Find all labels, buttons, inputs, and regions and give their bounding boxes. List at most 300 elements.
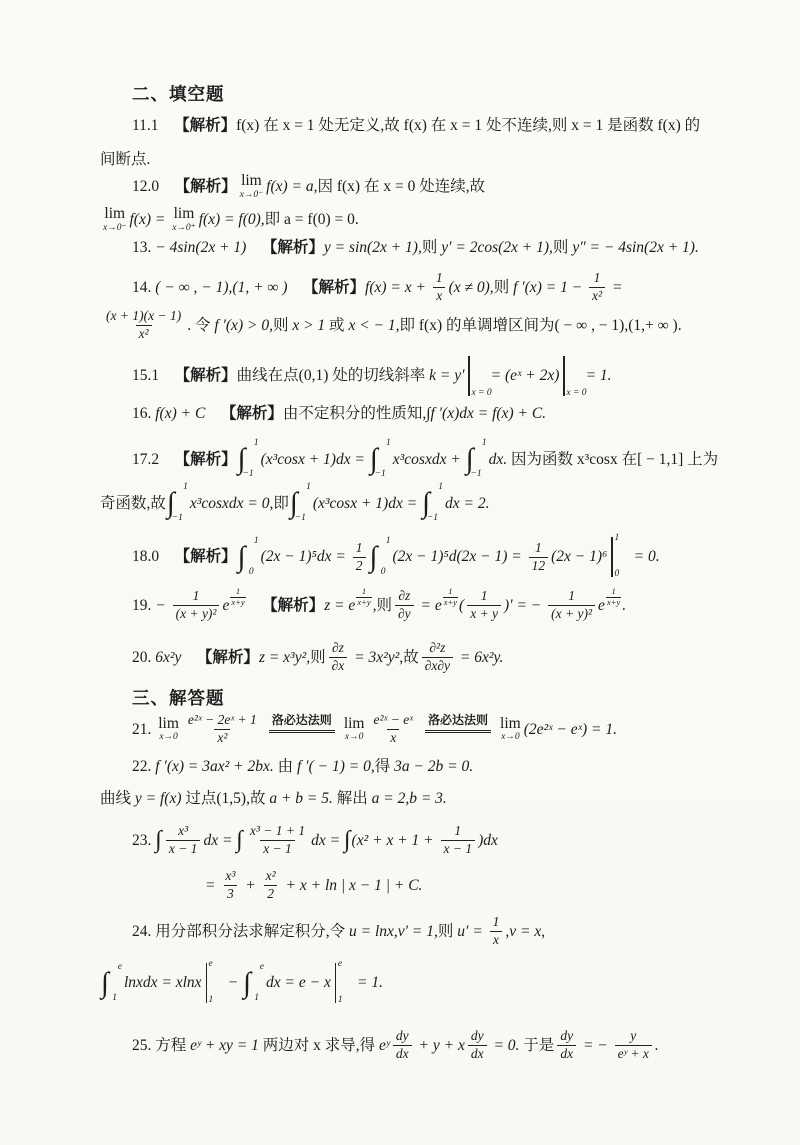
evaluation-bar [611, 533, 620, 580]
math-run: )′ = − [504, 596, 546, 614]
math-run: f(x) + C [155, 405, 206, 422]
lower-limit: 1 [208, 995, 214, 1006]
evaluation-bar [206, 959, 214, 1006]
numerator: 1 [593, 270, 601, 285]
fraction [441, 823, 476, 858]
analysis-label: 【解析】 [220, 405, 283, 422]
integral-glyph: ∫ [101, 966, 109, 999]
fraction [393, 1028, 412, 1063]
fraction [467, 588, 501, 623]
numerator: x³ − 1 + 1 [249, 823, 306, 838]
text-run: 17.2 [132, 450, 175, 468]
text-run: 由不定积分的性质知, [282, 405, 427, 422]
superscript-fraction [606, 587, 621, 608]
solution-line-21 [132, 712, 617, 747]
math-run: y′ = 2cos(2x + 1), [441, 239, 553, 256]
solution-line-22-1 [132, 757, 473, 776]
text-run: 于是 [519, 1036, 555, 1054]
denominator: x² [136, 325, 152, 343]
denominator: (x + y)² [173, 605, 220, 623]
math-run: = − [579, 1036, 612, 1054]
denominator: x+y [606, 596, 621, 607]
math-run: = 1. [581, 367, 612, 385]
denominator: x − 1 [166, 840, 201, 858]
evaluation-bar [468, 356, 492, 399]
fraction [557, 1028, 576, 1063]
fraction [615, 1028, 652, 1063]
math-run: k = y′ [429, 367, 465, 385]
numerator: ∂²z [429, 640, 446, 655]
text-run: 间断点. [100, 151, 151, 168]
evaluation-bar [563, 356, 587, 399]
solution-line-18 [132, 533, 660, 580]
denominator: x [387, 729, 399, 747]
analysis-label: 【解析】 [174, 450, 237, 468]
integral-sign: ∫ [236, 827, 243, 854]
math-run: = (eˣ + 2x) [486, 367, 560, 385]
integral-glyph: ∫ [237, 443, 246, 475]
text-run: 即 [273, 494, 289, 512]
math-run: dx = e − x [266, 974, 331, 992]
solution-line-23-1 [132, 823, 498, 858]
math-run: . [654, 1036, 659, 1054]
math-run: = 6x²y. [456, 648, 504, 666]
math-run: (2e²ˣ − eˣ) = 1. [523, 720, 617, 738]
text-run: 14. [132, 278, 156, 296]
text-run: 则 [437, 922, 458, 940]
math-run: = 3x²y², [350, 648, 404, 666]
numerator: 1 [480, 588, 488, 603]
math-run: u = lnx,v′ = 1, [349, 922, 438, 940]
math-run: ∫f ′(x)dx = f(x) + C. [426, 405, 547, 422]
math-run: u′ = [457, 922, 487, 940]
numerator: dy [470, 1028, 484, 1043]
text-run: 23. [132, 831, 156, 849]
math-run: + [241, 876, 260, 894]
text-run: 则 [376, 596, 392, 614]
numerator: e²ˣ − eˣ [373, 712, 413, 727]
math-run: = e [416, 596, 442, 614]
integral-sign [421, 482, 445, 524]
lower-limit: 1 [337, 995, 343, 1006]
text-run: 22. [132, 758, 156, 775]
fraction [468, 1028, 487, 1063]
math-run: dx = [311, 831, 344, 849]
lim-word: lim [241, 172, 262, 189]
integral-glyph: ∫ [369, 540, 378, 573]
text-run: 三、解答题 [132, 688, 225, 708]
integral-sign [369, 535, 393, 577]
denominator: x+y [357, 596, 371, 607]
upper-limit: 1 [253, 535, 259, 546]
analysis-label: 【解析】 [262, 596, 325, 614]
math-run: f(x) = a, [266, 177, 318, 195]
math-run: f(x) = [129, 210, 170, 228]
denominator: x [490, 931, 502, 949]
limit-operator [344, 716, 365, 743]
numerator: dy [395, 1028, 409, 1043]
denominator: (x + y)² [548, 605, 595, 623]
math-run: = [205, 876, 220, 894]
math-run: 3a − 2b = 0. [394, 758, 474, 775]
solution-line-22-2 [100, 789, 447, 808]
denominator: x [433, 287, 445, 305]
math-run: y = sin(2x + 1), [323, 239, 422, 256]
fraction [353, 540, 366, 575]
fraction [329, 640, 348, 675]
integral-sign [242, 961, 266, 1003]
solution-line-15 [132, 356, 612, 399]
numerator: 1 [448, 586, 453, 597]
solution-line-12-1 [132, 173, 485, 200]
section-heading-answer-questions [132, 688, 225, 710]
lim-word: lim [500, 714, 521, 732]
denominator: x − 1 [441, 840, 476, 858]
superscript-fraction [443, 587, 458, 608]
numerator: ∂z [398, 588, 411, 603]
math-run: ( − ∞ , − 1),(1, + ∞ ) [155, 278, 288, 296]
fraction [263, 868, 279, 903]
denominator: 2 [264, 885, 277, 903]
lim-word: lim [104, 205, 126, 222]
text-run: 即 f(x) 的单调增区间为( − ∞ , − 1),(1,+ ∞ ). [399, 316, 682, 334]
analysis-label: 【解析】 [261, 239, 324, 256]
math-run: = [608, 278, 623, 296]
text-run: 21. [132, 720, 156, 738]
lower-limit: x = 0 [566, 388, 587, 399]
math-run: . [622, 596, 627, 614]
math-run: f(x) = f(0), [198, 210, 265, 228]
math-run: f(x) = x + [365, 278, 430, 296]
integral-glyph: ∫ [465, 443, 474, 475]
math-run: = 0. [489, 1036, 520, 1054]
solution-line-13 [132, 238, 699, 257]
math-run: lnxdx = xlnx [123, 974, 202, 992]
integral-sign [289, 482, 313, 524]
text-run: 则 [272, 316, 293, 334]
text-run: 则 [552, 239, 573, 256]
analysis-label: 【解析】 [174, 367, 237, 385]
math-run: f ′(x) = 1 − [513, 278, 587, 296]
denominator: eʸ + x [615, 1045, 652, 1063]
numerator: 1 [361, 586, 367, 597]
denominator: ∂x∂y [422, 657, 453, 675]
lhopital-rule-label [269, 713, 335, 745]
math-run: dx = [203, 831, 237, 849]
upper-limit: 1 [438, 482, 444, 492]
text-run [247, 596, 263, 615]
superscript-fraction [356, 587, 371, 608]
solution-line-17-1 [132, 438, 719, 480]
denominator: x² [589, 287, 605, 305]
lower-limit: −1 [171, 513, 183, 524]
upper-limit: 1 [386, 438, 391, 448]
math-run: )dx [478, 831, 498, 849]
lower-limit: −1 [294, 513, 306, 524]
math-run: x > 1 [292, 316, 326, 334]
numerator: 1 [535, 539, 542, 555]
denominator: 2 [353, 557, 366, 575]
lim-subscript: x→0⁺ [172, 222, 196, 233]
numerator: 1 [235, 586, 241, 597]
numerator: 1 [568, 588, 575, 603]
numerator: x³ [225, 868, 236, 883]
lower-limit: −1 [374, 469, 386, 480]
integral-sign [465, 438, 489, 480]
text-run: 13. [132, 239, 156, 256]
text-run: . 令 [187, 316, 215, 334]
lower-limit: 1 [254, 992, 260, 1003]
integral-glyph: ∫ [422, 487, 431, 519]
superscript-fraction [230, 587, 245, 608]
lower-limit: x = 0 [471, 388, 492, 399]
math-run: − 4sin(2x + 1) [155, 239, 247, 256]
math-run: f ′( − 1) = 0, [297, 758, 375, 775]
math-run: + y + x [414, 1036, 465, 1054]
numerator: x² [265, 868, 276, 883]
math-run: ( [459, 596, 465, 614]
lower-limit: −1 [242, 469, 254, 480]
numerator: x³ [178, 823, 189, 838]
fraction [548, 588, 595, 623]
text-run: 得 [374, 758, 395, 775]
denominator: x+y [443, 596, 458, 607]
math-run: − [223, 974, 243, 992]
label-text: 洛必达法则 [425, 713, 491, 733]
fraction [589, 270, 605, 305]
text-run: 20. [132, 648, 156, 666]
solution-line-14-2 [100, 308, 682, 343]
denominator: dx [468, 1045, 487, 1063]
math-run: x³cosxdx = 0, [189, 494, 274, 512]
solution-line-19 [132, 588, 626, 623]
text-run: 16. [132, 405, 156, 422]
analysis-label: 【解析】 [174, 177, 237, 195]
integral-sign [369, 438, 393, 480]
math-run: (x ≠ 0), [448, 278, 494, 296]
text-run: 15.1 [132, 367, 175, 385]
denominator: dx [557, 1045, 576, 1063]
label-text: 洛必达法则 [269, 713, 335, 733]
text-run: 则 [310, 648, 326, 666]
text-run: 18.0 [132, 548, 175, 566]
denominator: x+y [231, 596, 245, 607]
analysis-label: 【解析】 [174, 548, 237, 566]
solution-line-20 [132, 640, 503, 675]
math-run: f ′(x) = 3ax² + 2bx. [155, 758, 274, 775]
fraction [173, 588, 220, 623]
fraction [166, 823, 201, 858]
text-run: 二、填空题 [132, 84, 225, 104]
lim-subscript: x→0⁻ [239, 189, 264, 200]
lim-subscript: x→0⁻ [103, 222, 127, 233]
text-run: 过点(1,5),故 [181, 790, 270, 807]
math-run: (x³cosx + 1)dx = [312, 494, 422, 512]
text-run [181, 648, 197, 667]
text-run: 25. 方程 [132, 1036, 191, 1054]
math-run: a + b = 5. [269, 790, 333, 807]
upper-limit: 1 [385, 535, 391, 546]
math-run: y = f(x) [134, 790, 182, 807]
math-run: z = x³y², [258, 648, 311, 666]
fraction [433, 270, 446, 305]
limit-operator [500, 716, 521, 743]
fraction [422, 640, 453, 675]
upper-limit: e [208, 959, 213, 969]
lower-limit: 0 [248, 566, 254, 577]
upper-limit: e [337, 959, 343, 969]
lim-word: lim [158, 714, 179, 732]
integral-glyph: ∫ [289, 487, 298, 519]
lim-subscript: x→0 [344, 732, 364, 743]
lower-limit: −1 [470, 469, 482, 480]
math-run: x³cosxdx + [392, 450, 465, 468]
denominator: dx [393, 1045, 412, 1063]
numerator: 1 [611, 586, 616, 597]
numerator: 1 [355, 539, 363, 555]
math-run: a = 2,b = 3. [371, 790, 447, 807]
integral-glyph: ∫ [243, 966, 252, 999]
denominator: x² [214, 729, 230, 747]
text-run: 因 f(x) 在 x = 0 处连续,故 [317, 177, 486, 195]
fraction [529, 540, 549, 575]
text-run: 故 [403, 648, 419, 666]
text-run: 11.1 [132, 117, 175, 134]
math-run: = 0. [629, 548, 660, 566]
math-run: − [155, 596, 170, 614]
solution-line-11-2 [100, 150, 150, 169]
analysis-label: 【解析】 [174, 117, 237, 134]
lower-limit: −1 [426, 513, 439, 524]
integral-sign [100, 961, 124, 1003]
text-run: 因为函数 x³cosx 在[ − 1,1] 上为 [507, 450, 719, 468]
analysis-label: 【解析】 [196, 648, 259, 666]
denominator: ∂y [395, 605, 414, 623]
upper-limit: 1 [614, 533, 620, 543]
math-run: ,v = x, [505, 922, 546, 940]
upper-limit: e [259, 961, 265, 972]
evaluation-bar [335, 959, 343, 1006]
integral-sign: ∫ [155, 827, 162, 854]
numerator: y [630, 1028, 637, 1043]
math-run: e [222, 596, 230, 614]
limit-operator [158, 716, 179, 743]
fraction [247, 823, 308, 858]
math-run: x < − 1, [348, 316, 400, 334]
lim-word: lim [173, 205, 195, 222]
text-run: 则 [421, 239, 442, 256]
text-run: f(x) 在 x = 1 处无定义,故 f(x) 在 x = 1 处不连续,则 x = 1 是函数 f(x) 的 [236, 117, 701, 134]
numerator: ∂z [331, 640, 344, 655]
integral-sign [166, 482, 190, 524]
text-run: 两边对 x 求导,得 [258, 1036, 380, 1054]
limit-operator [172, 206, 195, 233]
denominator: x + y [467, 605, 501, 623]
fraction [490, 914, 503, 949]
text-run: 24. 用分部积分法求解定积分,令 [132, 922, 350, 940]
lower-limit: 1 [112, 992, 117, 1003]
math-run: (2x − 1)⁵dx = [260, 548, 350, 566]
upper-limit: 1 [253, 438, 259, 448]
math-run: z = e [324, 596, 356, 614]
math-run: eʸ [379, 1036, 390, 1054]
fraction [370, 712, 416, 747]
text-run [288, 278, 304, 297]
math-run: , [372, 596, 377, 614]
text-run: 曲线在点(0,1) 处的切线斜率 [236, 367, 430, 385]
upper-limit: 1 [481, 438, 487, 448]
math-run: = 1. [353, 974, 383, 992]
text-run: 12.0 [132, 177, 175, 195]
section-heading-fill-in-blanks [132, 84, 225, 106]
math-run: + x + ln | x − 1 | + C. [281, 876, 423, 894]
fraction [222, 868, 238, 903]
lhopital-rule-label [425, 713, 491, 745]
solution-line-23-2 [205, 868, 422, 903]
math-run: e [598, 596, 605, 614]
solution-line-14-1 [132, 270, 622, 305]
math-run: (2x − 1)⁶ [551, 548, 608, 566]
text-run: 或 [325, 316, 349, 334]
text-run: 由 [273, 758, 297, 775]
solution-line-16 [132, 404, 546, 423]
solution-line-12-2 [100, 206, 359, 233]
math-run: (x³cosx + 1)dx = [260, 450, 369, 468]
lim-subscript: x→0 [159, 732, 178, 743]
math-run: 6x²y [155, 648, 182, 666]
denominator: ∂x [329, 657, 348, 675]
solution-line-17-2 [100, 482, 490, 524]
integral-glyph: ∫ [369, 443, 378, 475]
text-run: 19. [132, 596, 156, 614]
numerator: e²ˣ − 2eˣ + 1 [187, 712, 257, 727]
limit-operator [240, 173, 263, 200]
fraction [185, 712, 260, 747]
lower-limit: 0 [380, 566, 386, 577]
text-run [205, 404, 221, 423]
analysis-label: 【解析】 [303, 278, 366, 296]
math-run: dx. [488, 450, 508, 468]
solution-line-11-1 [132, 116, 700, 135]
upper-limit: e [117, 961, 122, 972]
numerator: (x + 1)(x − 1) [106, 308, 182, 323]
math-run: y″ = − 4sin(2x + 1). [572, 239, 699, 256]
integral-sign: ∫ [343, 827, 351, 854]
numerator: dy [560, 1028, 574, 1043]
fraction [395, 588, 414, 623]
lower-limit: 0 [614, 569, 620, 580]
limit-operator [103, 206, 126, 233]
integral-glyph: ∫ [237, 540, 246, 573]
lim-word: lim [343, 714, 365, 732]
lim-subscript: x→0 [501, 732, 520, 743]
text-run: 即 a = f(0) = 0. [264, 210, 359, 228]
text-run [246, 238, 262, 257]
integral-sign [237, 438, 261, 480]
denominator: 12 [529, 557, 549, 575]
numerator: 1 [454, 823, 462, 838]
integral-sign [237, 535, 261, 577]
solution-line-24-1 [132, 914, 545, 949]
solution-line-24-2 [100, 959, 383, 1006]
text-run: 则 [493, 278, 514, 296]
numerator: 1 [492, 914, 500, 929]
math-run: dx = 2. [445, 494, 490, 512]
denominator: 3 [224, 885, 237, 903]
fraction [103, 308, 184, 343]
text-run: 解出 [332, 790, 372, 807]
solution-line-25 [132, 1028, 659, 1063]
